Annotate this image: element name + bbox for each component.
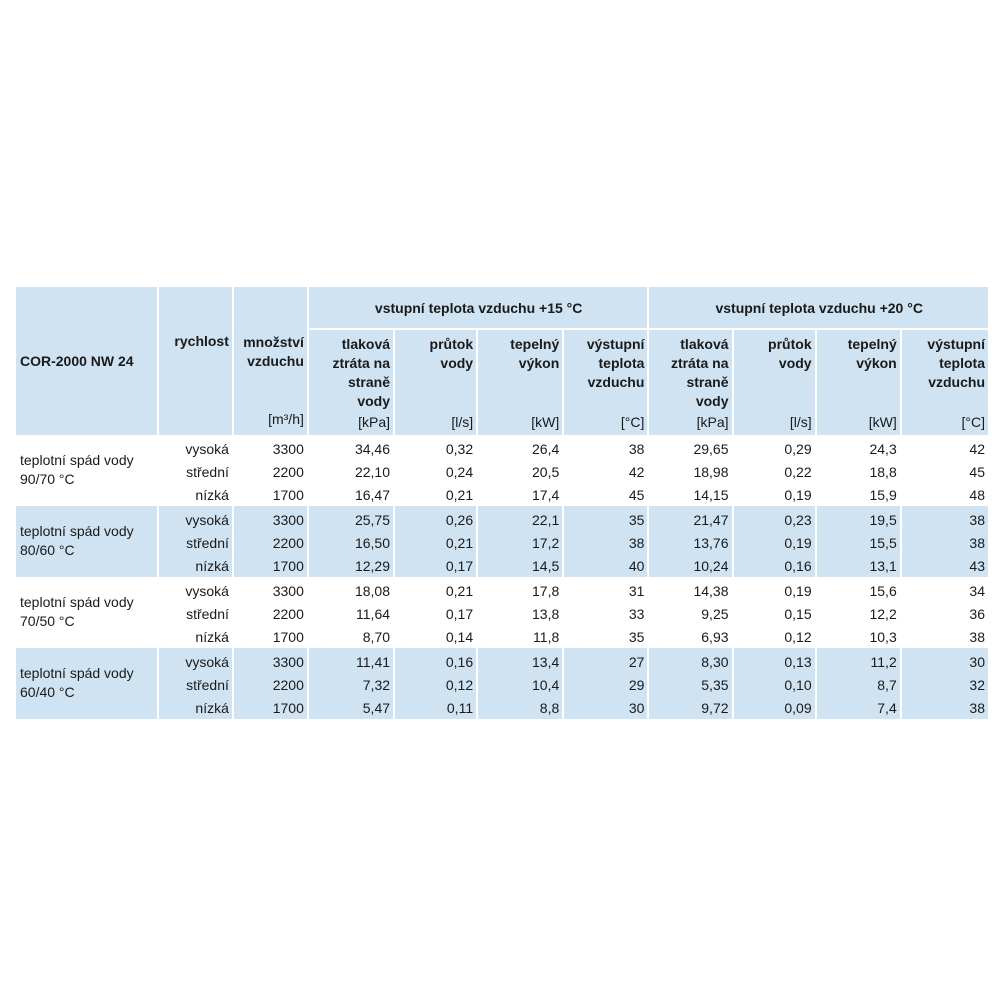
value-cell: 14,5 <box>478 554 562 577</box>
value-cell: 13,1 <box>817 554 900 577</box>
col-header-water-flow: průtok vody [l/s] <box>734 330 815 435</box>
table-row <box>16 506 988 531</box>
value-cell: 0,22 <box>784 463 812 480</box>
speed-cell: vysoká <box>185 582 229 599</box>
value-cell: 10,3 <box>869 628 897 645</box>
speed-cell: nízká <box>159 696 232 719</box>
value-cell: 0,26 <box>395 506 476 531</box>
col-header-water-flow: průtok vody [l/s] <box>395 330 476 435</box>
airflow-header-unit: [m³/h] <box>268 411 304 427</box>
value-cell: 40 <box>564 554 647 577</box>
value-cell: 0,17 <box>445 605 474 622</box>
value-cell: 38 <box>969 628 985 645</box>
value-cell: 11,2 <box>817 648 900 673</box>
airflow-cell: 2200 <box>272 605 304 622</box>
value-cell: 0,10 <box>734 673 815 696</box>
value-cell: 15,6 <box>869 582 897 599</box>
value-cell: 11,41 <box>309 648 393 673</box>
value-cell: 14,15 <box>693 486 729 503</box>
airflow-cell: 2200 <box>234 531 307 554</box>
value-cell: 8,30 <box>649 648 731 673</box>
value-cell: 0,12 <box>395 673 476 696</box>
airflow-cell: 1700 <box>234 696 307 719</box>
value-cell: 11,8 <box>533 628 560 645</box>
value-cell: 5,47 <box>309 696 393 719</box>
value-cell: 0,19 <box>734 531 815 554</box>
model-header: COR-2000 NW 24 <box>16 287 157 435</box>
value-cell: 18,08 <box>354 582 391 599</box>
temperature-group <box>16 506 988 577</box>
speed-cell: nízká <box>195 486 229 503</box>
value-cell: 29 <box>564 673 647 696</box>
airflow-cell: 3300 <box>234 506 307 531</box>
value-cell: 16,47 <box>354 486 391 503</box>
table-row <box>16 648 988 673</box>
speed-cell: vysoká <box>185 440 229 457</box>
value-cell: 18,8 <box>869 463 897 480</box>
col-header-pressure-loss: tlaková ztráta na straně vody [kPa] <box>649 330 731 435</box>
group-label: teplotní spád vody 80/60 °C <box>16 506 157 577</box>
value-cell: 24,3 <box>869 440 897 457</box>
table-row <box>16 460 988 483</box>
value-cell: 38 <box>902 506 988 531</box>
value-cell: 42 <box>969 440 985 457</box>
table-row <box>16 602 988 625</box>
value-cell: 0,19 <box>784 486 812 503</box>
speed-cell: střední <box>159 673 232 696</box>
temperature-group <box>16 435 988 506</box>
value-cell: 10,24 <box>649 554 731 577</box>
col-header-pressure-loss: tlaková ztráta na straně vody [kPa] <box>309 330 393 435</box>
value-cell: 0,09 <box>734 696 815 719</box>
group-header-20: vstupní teplota vzduchu +20 °C <box>649 287 988 330</box>
value-cell: 22,10 <box>354 463 391 480</box>
value-cell: 18,98 <box>693 463 729 480</box>
temperature-group <box>16 648 988 719</box>
speed-cell: vysoká <box>159 506 232 531</box>
value-cell: 7,4 <box>817 696 900 719</box>
value-cell: 35 <box>564 506 647 531</box>
airflow-header <box>234 287 307 435</box>
group-header-15: vstupní teplota vzduchu +15 °C <box>309 287 648 330</box>
table-row <box>16 483 988 506</box>
value-cell: 0,11 <box>395 696 476 719</box>
table-row <box>16 577 988 602</box>
value-cell: 26,4 <box>532 440 560 457</box>
value-cell: 29,65 <box>693 440 729 457</box>
airflow-cell: 1700 <box>272 486 304 503</box>
value-cell: 20,5 <box>532 463 560 480</box>
value-cell: 13,4 <box>478 648 562 673</box>
value-cell: 0,21 <box>395 531 476 554</box>
airflow-cell: 2200 <box>234 673 307 696</box>
value-cell: 0,13 <box>734 648 815 673</box>
value-cell: 13,8 <box>532 605 560 622</box>
value-cell: 5,35 <box>649 673 731 696</box>
value-cell: 42 <box>628 463 645 480</box>
performance-table <box>14 287 990 719</box>
value-cell: 9,72 <box>649 696 731 719</box>
value-cell: 30 <box>902 648 988 673</box>
value-cell: 38 <box>902 531 988 554</box>
value-cell: 8,7 <box>817 673 900 696</box>
speed-cell: střední <box>159 531 232 554</box>
col-header-outlet-temp: výstupní teplota vzduchu [°C] <box>564 330 647 435</box>
value-cell: 15,9 <box>869 486 897 503</box>
value-cell: 12,2 <box>869 605 897 622</box>
speed-cell: střední <box>186 605 229 622</box>
value-cell: 0,16 <box>734 554 815 577</box>
value-cell: 12,29 <box>309 554 393 577</box>
value-cell: 34 <box>969 582 985 599</box>
value-cell: 35 <box>628 628 645 645</box>
col-header-heat-output: tepelný výkon [kW] <box>817 330 900 435</box>
airflow-cell: 1700 <box>234 554 307 577</box>
value-cell: 45 <box>628 486 645 503</box>
value-cell: 19,5 <box>817 506 900 531</box>
table-row <box>16 531 988 554</box>
table-row <box>16 625 988 648</box>
value-cell: 0,17 <box>395 554 476 577</box>
value-cell: 32 <box>902 673 988 696</box>
value-cell: 0,16 <box>395 648 476 673</box>
value-cell: 14,38 <box>693 582 729 599</box>
value-cell: 15,5 <box>817 531 900 554</box>
value-cell: 10,4 <box>478 673 562 696</box>
airflow-cell: 3300 <box>234 648 307 673</box>
value-cell: 25,75 <box>309 506 393 531</box>
airflow-cell: 1700 <box>272 628 304 645</box>
group-label: teplotní spád vody 60/40 °C <box>16 648 157 719</box>
value-cell: 22,1 <box>478 506 562 531</box>
table-row <box>16 435 988 460</box>
value-cell: 0,19 <box>784 582 812 599</box>
airflow-cell: 3300 <box>272 440 304 457</box>
value-cell: 0,32 <box>445 440 474 457</box>
value-cell: 38 <box>902 696 988 719</box>
value-cell: 0,14 <box>445 628 474 645</box>
value-cell: 17,2 <box>478 531 562 554</box>
value-cell: 0,29 <box>784 440 812 457</box>
value-cell: 16,50 <box>309 531 393 554</box>
value-cell: 45 <box>969 463 985 480</box>
table-row <box>16 696 988 719</box>
airflow-cell: 3300 <box>272 582 304 599</box>
value-cell: 7,32 <box>309 673 393 696</box>
group-label: teplotní spád vody 90/70 °C <box>20 451 134 487</box>
value-cell: 30 <box>564 696 647 719</box>
value-cell: 36 <box>969 605 985 622</box>
value-cell: 38 <box>628 440 645 457</box>
value-cell: 34,46 <box>354 440 391 457</box>
speed-cell: střední <box>186 463 229 480</box>
value-cell: 8,8 <box>478 696 562 719</box>
value-cell: 17,8 <box>532 582 560 599</box>
table-row <box>16 554 988 577</box>
value-cell: 17,4 <box>532 486 560 503</box>
col-header-outlet-temp: výstupní teplota vzduchu [°C] <box>902 330 988 435</box>
value-cell: 0,12 <box>784 628 812 645</box>
speed-cell: vysoká <box>159 648 232 673</box>
speed-cell: nízká <box>195 628 229 645</box>
value-cell: 0,21 <box>445 486 474 503</box>
table-row <box>16 673 988 696</box>
value-cell: 31 <box>628 582 645 599</box>
value-cell: 33 <box>628 605 645 622</box>
value-cell: 11,64 <box>356 605 391 622</box>
airflow-cell: 2200 <box>272 463 304 480</box>
airflow-header-label: množství vzduchu <box>243 334 304 369</box>
value-cell: 0,24 <box>445 463 474 480</box>
speed-header: rychlost <box>159 287 232 435</box>
value-cell: 38 <box>564 531 647 554</box>
temperature-group <box>16 577 988 648</box>
value-cell: 48 <box>969 486 985 503</box>
value-cell: 43 <box>902 554 988 577</box>
value-cell: 8,70 <box>362 628 391 645</box>
value-cell: 9,25 <box>701 605 729 622</box>
value-cell: 27 <box>564 648 647 673</box>
speed-cell: nízká <box>159 554 232 577</box>
col-header-heat-output: tepelný výkon [kW] <box>478 330 562 435</box>
value-cell: 0,15 <box>784 605 812 622</box>
value-cell: 0,21 <box>445 582 474 599</box>
value-cell: 6,93 <box>701 628 729 645</box>
value-cell: 0,23 <box>734 506 815 531</box>
value-cell: 21,47 <box>649 506 731 531</box>
group-label: teplotní spád vody 70/50 °C <box>20 593 134 629</box>
value-cell: 13,76 <box>649 531 731 554</box>
